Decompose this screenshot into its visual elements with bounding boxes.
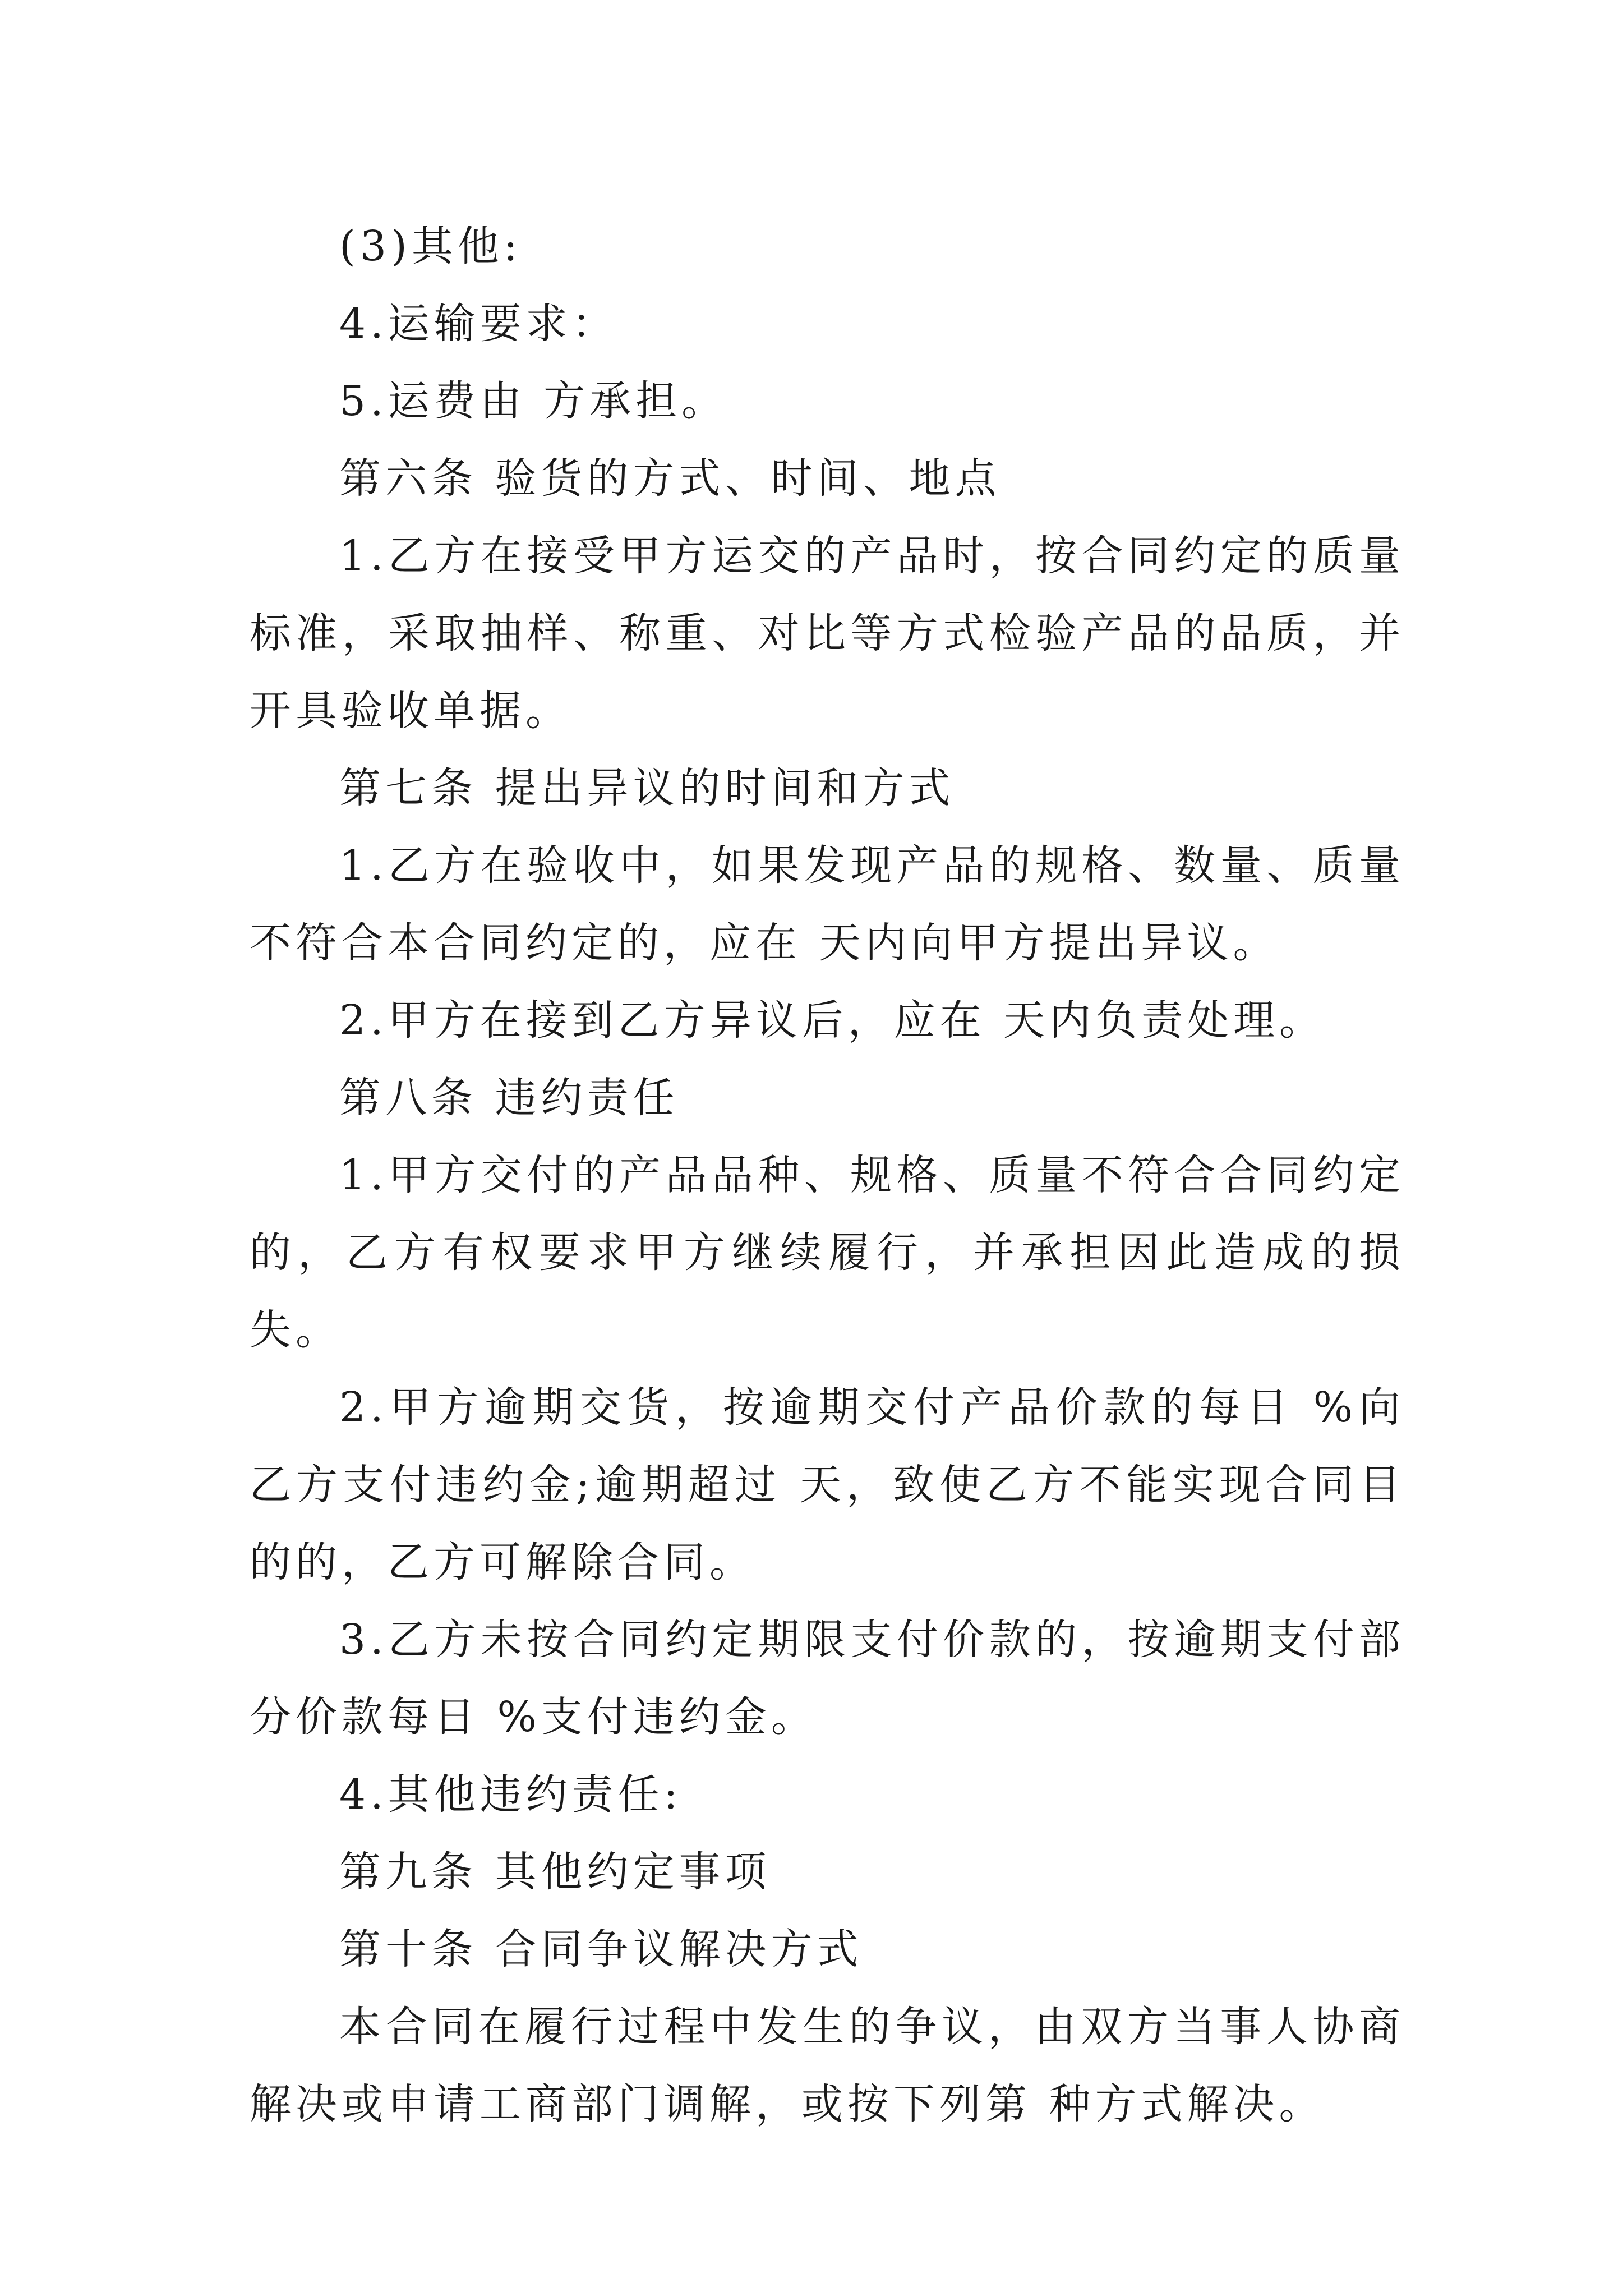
paragraph-other: (3)其他: <box>339 222 522 270</box>
contract-body <box>250 208 1405 2143</box>
article-7-clause-2: 2.甲方在接到乙方异议后，应在 天内负责处理。 <box>339 996 1326 1045</box>
paragraph-transport-requirements: 4.运输要求： <box>339 300 618 348</box>
article-9-heading: 第九条 其他约定事项 <box>339 1848 771 1896</box>
article-8-heading: 第八条 违约责任 <box>339 1074 679 1122</box>
article-8-clause-1: 1.甲方交付的产品品种、规格、质量不符合合同约定的，乙方有权要求甲方继续履行，并承担因此造成的损失。 <box>250 1151 1405 1354</box>
article-6-clause-1: 1.乙方在接受甲方运交的产品时，按合同约定的质量标准，采取抽样、称重、对比等方式检验产品的品质，并开具验收单据。 <box>250 532 1405 735</box>
article-8-clause-4: 4.其他违约责任: <box>339 1770 683 1819</box>
article-10-body: 本合同在履行过程中发生的争议，由双方当事人协商解决或申请工商部门调解，或按下列第 种方式解决。 <box>250 2003 1405 2128</box>
article-7-heading: 第七条 提出异议的时间和方式 <box>339 764 955 812</box>
article-8-clause-3: 3.乙方未按合同约定期限支付价款的，按逾期支付部分价款每日 %支付违约金。 <box>250 1616 1405 1741</box>
article-7-clause-1: 1.乙方在验收中，如果发现产品的规格、数量、质量不符合本合同约定的，应在 天内向甲方提出异议。 <box>250 841 1405 967</box>
article-8-clause-2: 2.甲方逾期交货，按逾期交付产品价款的每日 %向乙方支付违约金;逾期超过 天，致使乙方不能实现合同目的的，乙方可解除合同。 <box>250 1383 1405 1586</box>
article-6-heading: 第六条 验货的方式、时间、地点 <box>339 454 1001 503</box>
article-10-heading: 第十条 合同争议解决方式 <box>339 1925 863 1973</box>
paragraph-freight: 5.运费由 方承担。 <box>339 377 728 425</box>
